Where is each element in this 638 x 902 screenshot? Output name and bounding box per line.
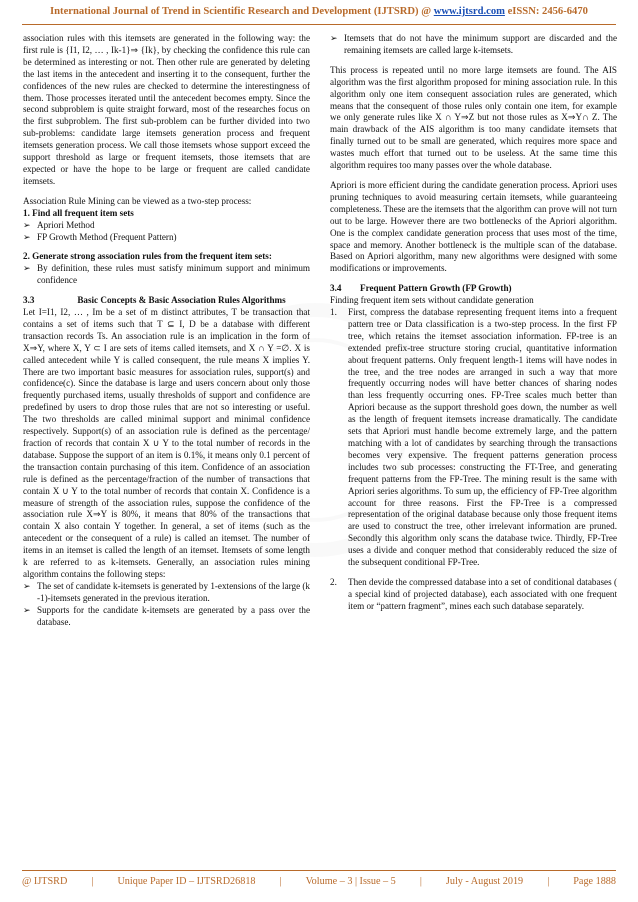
arrow-bullet-icon: ➢ (23, 219, 31, 230)
footer-separator: | (279, 876, 282, 887)
footer-date: July - August 2019 (445, 876, 524, 887)
journal-header (0, 6, 638, 17)
paragraph: This process is repeated until no more large itemsets are found. The AIS algorithm was the first algorithm proposed for mining association rule. In this algorithm only one item consequent association rules are generated, which means that the consequent of those rules only contain one item, for example we only generate rules like X ∩ Y⇒Z but not those rules as X⇒Y∩ Z. The main drawback of the AIS algorithm is too many candidate itemsets that finally turned out to be small are generated, which requires more space and wastes much effort that turned out to be useless. At the same time this algorithm requires too many passes over the whole database. (330, 64, 617, 171)
list-item: ➢ By definition, these rules must satisfy minimum support and minimum confidence (23, 263, 310, 286)
paragraph: Association Rule Mining can be viewed as a two-step process: (23, 195, 252, 206)
section-heading (23, 295, 310, 307)
left-column (23, 33, 310, 863)
paragraph: Finding frequent item sets without candidate generation (330, 295, 534, 306)
section-title: Basic Concepts & Basic Association Rules Algorithms (77, 295, 286, 306)
list-item: ➢ Itemsets that do not have the minimum support are discarded and the remaining itemsets are called large k-itemsets. (330, 33, 617, 55)
footer-rule (22, 870, 616, 871)
arrow-bullet-icon: ➢ (23, 604, 31, 615)
footer-separator: | (91, 876, 94, 887)
journal-url-link[interactable]: www.ijtsrd.com (433, 6, 505, 17)
arrow-bullet-icon: ➢ (330, 33, 338, 43)
section-title: Frequent Pattern Growth (FP Growth) (360, 283, 512, 294)
numbered-item: 2. Then devide the compressed database into a set of conditional databases ( a special kind of projected database), each associated with one frequent item or “pattern fragment”, mines each such database separately. (330, 576, 617, 611)
paragraph: Let I=I1, I2, … , Im be a set of m distinct attributes, T be transaction that contains a set of items such that T ⊆ I, D be a database with different transaction records Ts. An association rule is an implication in the form of X⇒Y, where X, Y ⊂ I are sets of items called itemsets, and X ∩ Y =∅. X is called antecedent while Y is called consequent, the rule means X implies Y. There are two important basic measures for association rules, support(s) and confidence(c). Since the database is large and users concern about only those frequently purchased items, usually thresholds of support and confidence are predefined by users to drop those rules that are not so interesting or useful. The two thresholds are called minimal support and minimal confidence respectively. Support(s) of an association rule is defined as the percentage/ fraction of records that contain X ∪ Y to the total number of records in the database. Suppose the support of an item is 0.1%, it means only 0.1 percent of the transaction contain purchasing of this item. Confidence of an association rule is defined as the percentage/fraction of the number of transactions that contain X ∪ Y to the total number of records that contain X. Confidence is a measure of strength of the association rules, suppose the confidence of the association rule X⇒Y is 80%, it means that 80% of the transactions that contain X also contain Y together. In general, a set of items (such as the antecedent or the consequent of a rule) is called an itemset. The number of items in an itemset is called the length of an itemset. Itemsets of some length k are referred to as k-itemsets. Generally, an association rules mining algorithm contains the following steps: (23, 307, 310, 579)
journal-issn: eISSN: 2456-6470 (504, 6, 588, 17)
item-number: 1. (330, 307, 337, 318)
header-rule (22, 24, 616, 25)
footer-paper-id: Unique Paper ID – IJTSRD26818 (117, 876, 256, 887)
page-footer (22, 876, 616, 887)
section-number: 3.4 (330, 283, 342, 294)
item-number: 2. (330, 576, 337, 587)
arrow-bullet-icon: ➢ (23, 580, 31, 591)
list-item: ➢ The set of candidate k-itemsets is generated by 1-extensions of the large (k -1)-itemsets generated in the previous iteration. (23, 580, 310, 603)
right-column (330, 33, 617, 863)
step-heading: 1. Find all frequent item sets (23, 207, 134, 218)
list-item: ➢ Apriori Method (23, 219, 95, 230)
footer-publisher: @ IJTSRD (22, 876, 68, 887)
arrow-bullet-icon: ➢ (23, 231, 31, 242)
list-item: ➢ FP Growth Method (Frequent Pattern) (23, 231, 177, 242)
paragraph: association rules with this itemsets are generated in the following way: the first rule is {I1, I2, … , Ik-1}⇒ {Ik}, by checking the confidence this rule can be determined as interesting or not. Then other rule are generated by deleting the last items in the antecedent and inserting it to the consequent, further the confidences of the new rules are checked to determine the interestingness of them. Those processes iterated until the antecedent becomes empty. Since the second subproblem is quite straight forward, most of the researches focus on the first subproblem. The first sub-problem can be further divided into two sub-problems: candidate large itemsets generation process and frequent itemsets generation process. We call those itemsets whose support exceed the support threshold as large or frequent itemsets, those itemsets that are expected or have the hope to be large or frequent are called candidate itemsets. (23, 33, 310, 186)
step-heading: 2. Generate strong association rules from the frequent item sets: (23, 251, 272, 262)
footer-page-number: Page 1888 (573, 876, 616, 887)
journal-name: International Journal of Trend in Scientific Research and Development (IJTSRD) @ (50, 6, 434, 17)
list-item: ➢ Supports for the candidate k-itemsets are generated by a pass over the database. (23, 604, 310, 627)
arrow-bullet-icon: ➢ (23, 263, 31, 274)
paragraph: Apriori is more efficient during the candidate generation process. Apriori uses pruning techniques to avoid measuring certain itemsets, while guaranteeing completeness. These are the itemsets that the algorithm can prove will not turn out to be large. However there are two bottlenecks of the Apriori algorithm. One is the complex candidate generation process that uses most of the time, space and memory. Another bottleneck is the multiple scan of the database. Based on Apriori algorithm, many new algorithms were designed with some modifications or improvements. (330, 179, 617, 274)
footer-volume: Volume – 3 | Issue – 5 (305, 876, 396, 887)
numbered-item: 1. First, compress the database representing frequent items into a frequent pattern tree or Data classification is a two-step process. In the first FP tree, which retains the itemset association information. FP-tree is an extended prefix-tree structure storing crucial, quantitative information about frequent patterns. Only frequent length-1 items will have nodes in the tree, and the tree nodes are arranged in such a way that more frequently occurring nodes will have better chances of sharing nodes than less frequently occurring ones. FP-Tree scales much better than Apriori because as the support threshold goes down, the number as well as the length of frequent itemsets increase dramatically. The candidate sets that Apriori must handle become extremely large, and the pattern matching with a lot of candidates by searching through the transactions becomes very expensive. The frequent patterns generation process includes two sub processes: constructing the FT-Tree, and generating frequent patterns from the FP-Tree. The mining result is the same with Apriori series algorithms. To sum up, the efficiency of FP-Tree algorithm account for three reasons. First the FP-Tree is a compressed representation of the original database because only those frequent items are used to construct the tree, other irrelevant information are pruned. Secondly this algorithm only scans the database twice. Thirdly, FP-Tree uses a divide and conquer method that considerably reduced the size of the subsequent conditional FP-Tree. (330, 307, 617, 568)
section-heading (330, 283, 617, 295)
footer-separator: | (419, 876, 422, 887)
footer-separator: | (547, 876, 550, 887)
section-number: 3.3 (23, 295, 35, 306)
